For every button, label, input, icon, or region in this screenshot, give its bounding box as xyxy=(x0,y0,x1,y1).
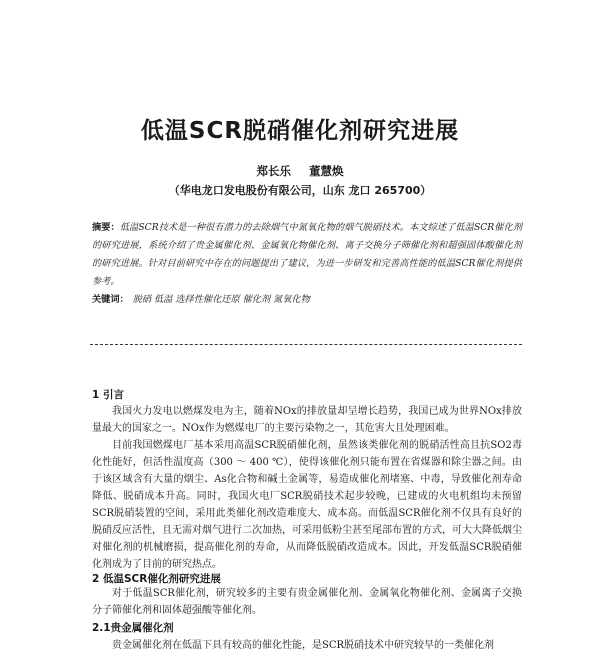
keywords-text: 脱硝 低温 选择性催化还原 催化剂 氮氧化物 xyxy=(132,294,310,305)
section-heading: 1 引言 xyxy=(92,389,124,401)
abstract-text: 低温SCR技术是一种很有潜力的去除烟气中氮氧化物的烟气脱硝技术。本文综述了低温SCR催化剂的研究进展，系统介绍了贵金属催化剂、金属氧化物催化剂、离子交换分子筛催化剂和超强固体酸催化剂的研究进展。针对目前研究中存在的问题提出了建议，为进一步研发和完善高性能的低温SCR催化剂提供参考。 xyxy=(92,222,523,287)
subsection-heading: 2.1贵金属催化剂 xyxy=(92,622,174,634)
abstract-label: 摘要： xyxy=(92,222,120,233)
body-paragraph: 我国火力发电以燃煤发电为主，随着NOx的排放量却呈增长趋势，我国已成为世界NOx排放量最大的国家之一。NOx作为燃煤电厂的主要污染物之一，其危害大且处理困难。 xyxy=(92,406,522,434)
abstract xyxy=(92,219,522,291)
section-divider xyxy=(90,344,522,345)
author-name: 郑长乐 xyxy=(256,164,291,178)
keywords xyxy=(92,291,522,305)
author-name: 董慧焕 xyxy=(309,164,344,178)
body-paragraph: 对于低温SCR催化剂，研究较多的主要有贵金属催化剂、金属氧化物催化剂、金属离子交换分子筛催化剂和固体超强酸等催化剂。 xyxy=(92,588,522,616)
paper-title: 低温SCR脱硝催化剂研究进展 xyxy=(140,118,460,144)
keywords-label: 关键词： xyxy=(92,294,129,305)
body-paragraph: 贵金属催化剂在低温下具有较高的催化性能，是SCR脱硝技术中研究较早的一类催化剂 xyxy=(112,640,495,651)
section-heading: 2 低温SCR催化剂研究进展 xyxy=(92,573,221,585)
author-line xyxy=(0,163,600,179)
affiliation: （华电龙口发电股份有限公司，山东 龙口 265700） xyxy=(168,184,432,197)
body-paragraph: 目前我国燃煤电厂基本采用高温SCR脱硝催化剂，虽然该类催化剂的脱硝活性高且抗SO2毒化性能好，但活性温度高（300 ～ 400 ℃），使得该催化剂只能布置在省煤器和除尘器之间。由于该区域含有大量的烟尘、As化合物和碱土金属等，易造成催化剂堵塞、中毒，导致催化剂寿命降低、脱硝成本升高。同时，我国火电厂SCR脱硝技术起步较晚，已建成的火电机组均未预留SCR脱硝装置的空间，采用此类催化剂改造难度大、成本高。而低温SCR催化剂不仅具有良好的脱硝反应活性，且无需对烟气进行二次加热，可采用低粉尘甚至尾部布置的方式，可大大降低烟尘对催化剂的机械磨损，提高催化剂的寿命，从而降低脱硝改造成本。因此，开发低温SCR脱硝催化剂成为了目前的研究热点。 xyxy=(92,440,522,570)
